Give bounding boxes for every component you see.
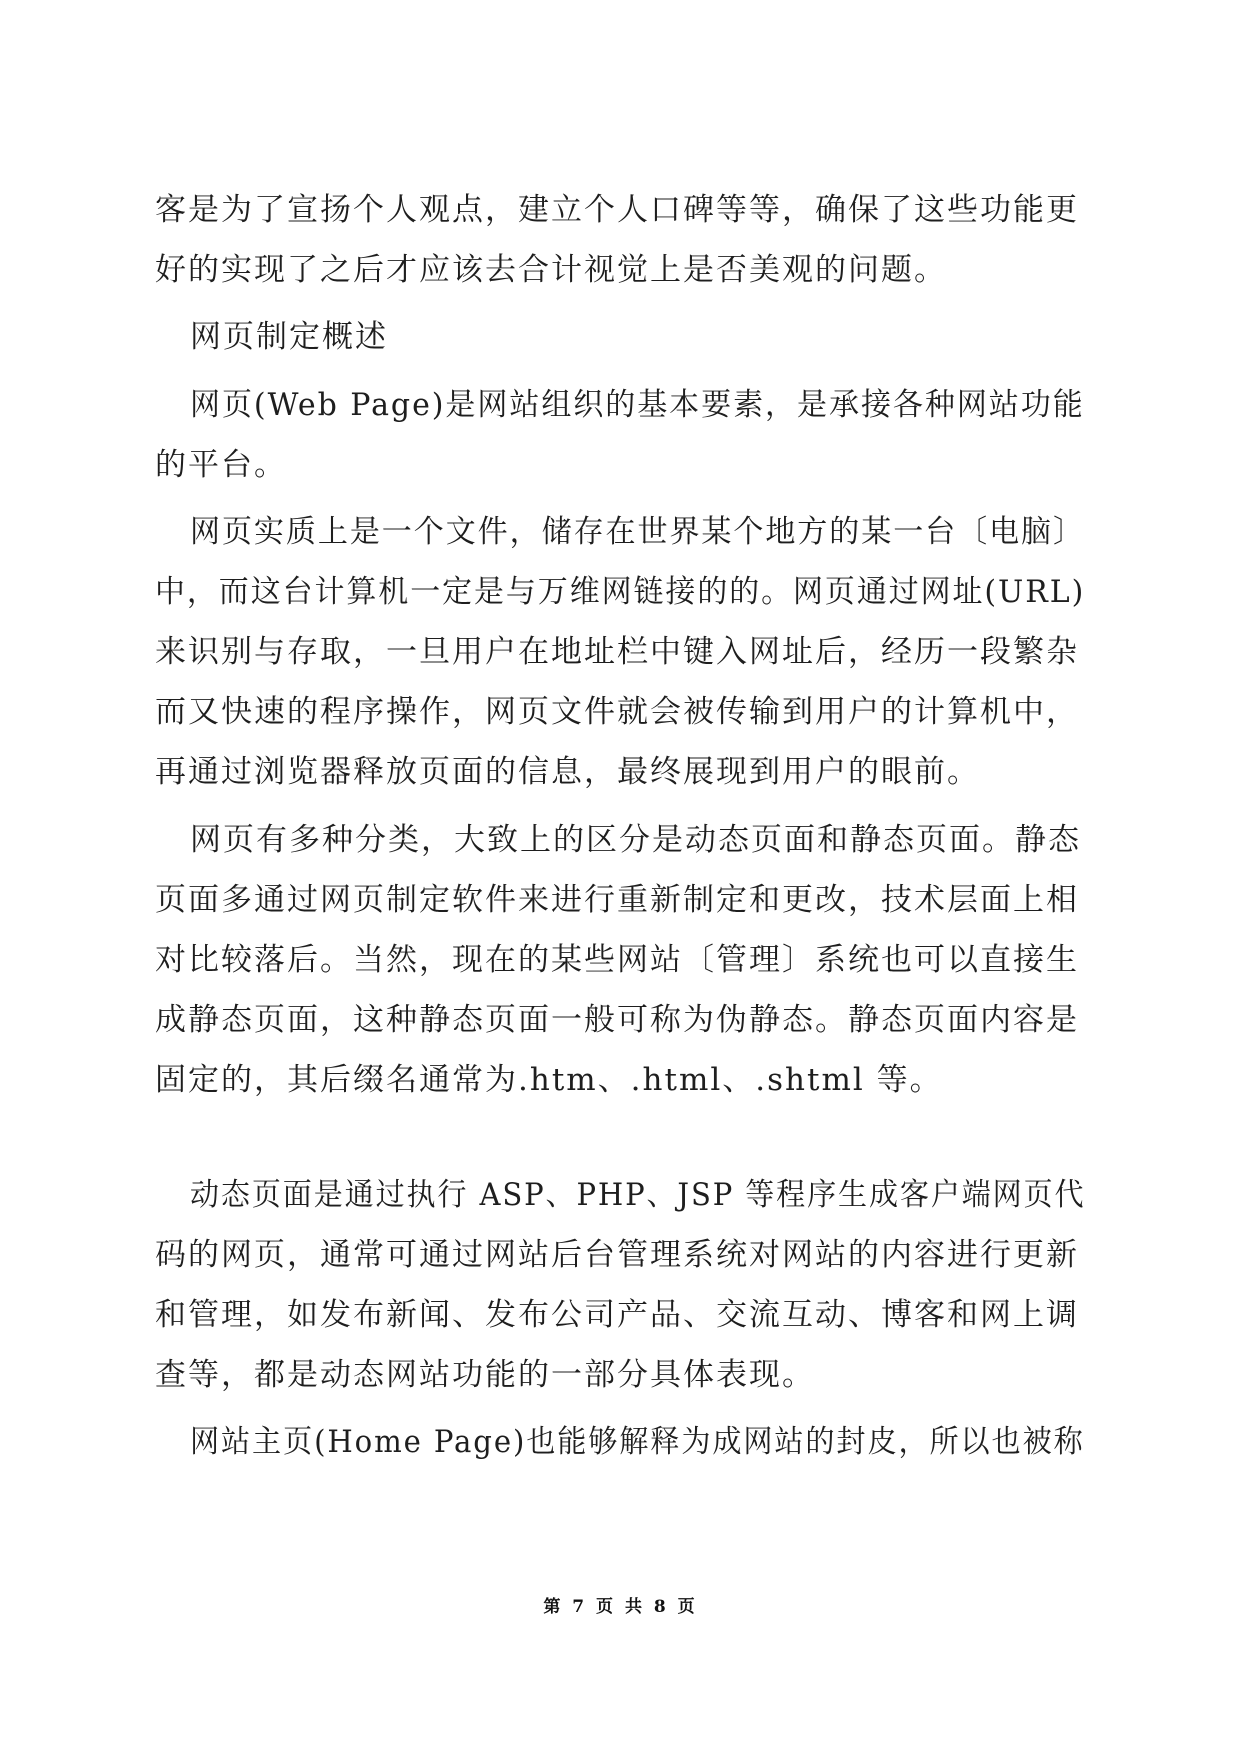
text-line: 客是为了宣扬个人观点，建立个人口碑等等，确保了这些功能更 (155, 192, 1079, 228)
text-line: 再通过浏览器释放页面的信息，最终展现到用户的眼前。 (155, 754, 980, 790)
page-footer: 第 7 页 共 8 页 (543, 1597, 698, 1617)
text-line: 中，而这台计算机一定是与万维网链接的的。网页通过网址(URL) (155, 574, 1086, 610)
text-line: 网页(Web Page)是网站组织的基本要素，是承接各种网站功能 (190, 387, 1085, 423)
text-line: 固定的，其后缀名通常为.htm、.html、.shtml 等。 (155, 1062, 943, 1098)
text-line: 来识别与存取，一旦用户在地址栏中键入网址后，经历一段繁杂 (155, 634, 1079, 670)
text-line: 网页有多种分类，大致上的区分是动态页面和静态页面。静态 (190, 822, 1081, 858)
text-line: 网页实质上是一个文件，储存在世界某个地方的某一台〔电脑〕 (190, 514, 1085, 550)
text-line: 码的网页，通常可通过网站后台管理系统对网站的内容进行更新 (155, 1237, 1079, 1273)
text-line: 好的实现了之后才应该去合计视觉上是否美观的问题。 (155, 252, 947, 288)
text-line: 页面多通过网页制定软件来进行重新制定和更改，技术层面上相 (155, 882, 1079, 918)
text-line: 网站主页(Home Page)也能够解释为成网站的封皮，所以也被称 (190, 1424, 1085, 1460)
text-line: 和管理，如发布新闻、发布公司产品、交流互动、博客和网上调 (155, 1297, 1079, 1333)
text-line: 查等，都是动态网站功能的一部分具体表现。 (155, 1357, 815, 1393)
text-line: 而又快速的程序操作，网页文件就会被传输到用户的计算机中， (155, 694, 1079, 730)
text-line: 动态页面是通过执行 ASP、PHP、JSP 等程序生成客户端网页代 (190, 1177, 1086, 1213)
text-line: 成静态页面，这种静态页面一般可称为伪静态。静态页面内容是 (155, 1002, 1079, 1038)
text-line: 对比较落后。当然，现在的某些网站〔管理〕系统也可以直接生 (155, 942, 1079, 978)
section-heading: 网页制定概述 (190, 319, 388, 355)
text-line: 的平台。 (155, 447, 287, 483)
